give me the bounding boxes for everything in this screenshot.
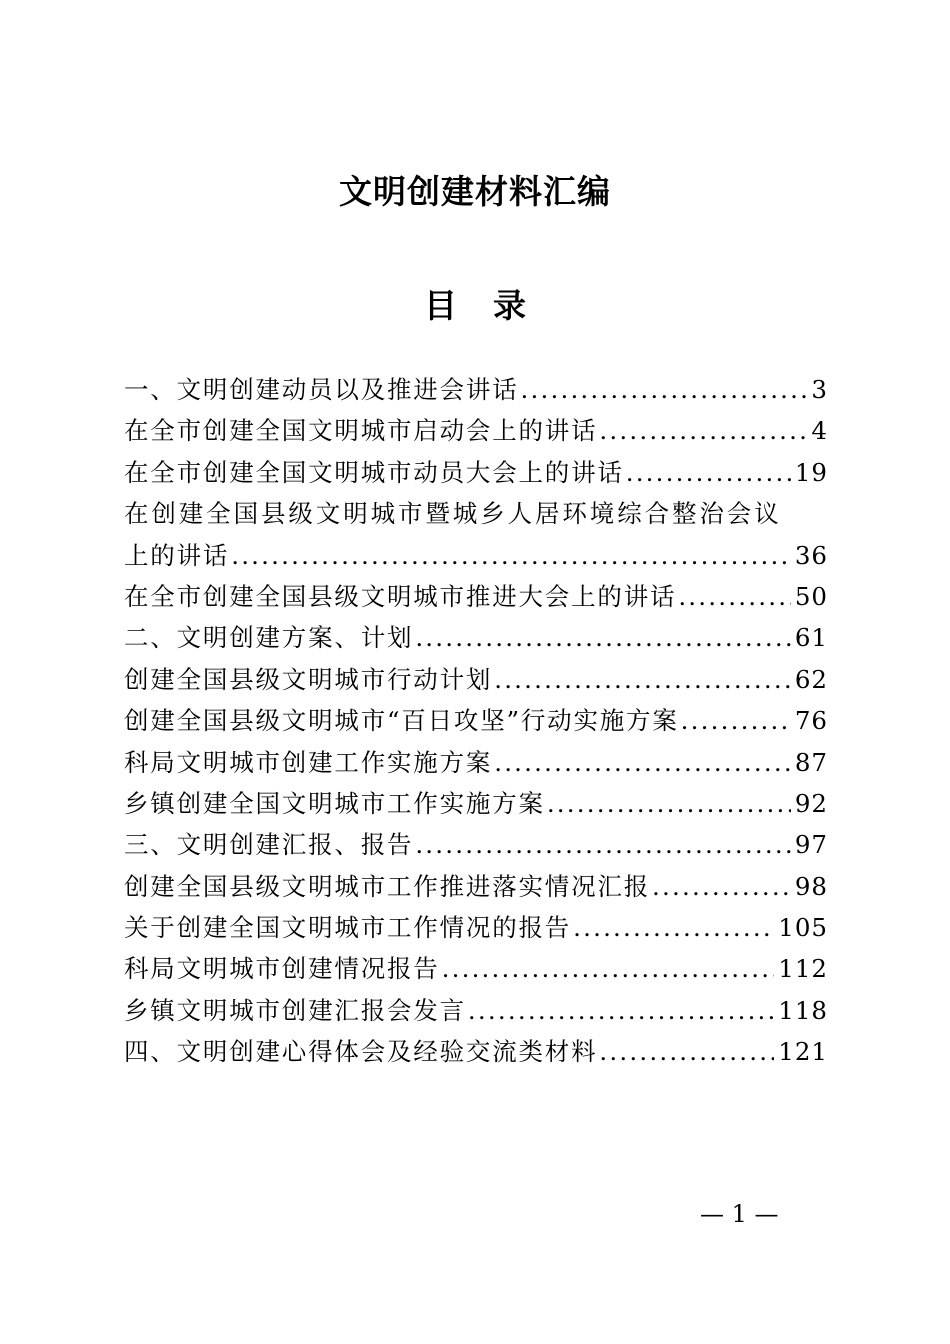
toc-entry[interactable]	[124, 452, 828, 493]
toc-entry[interactable]	[124, 659, 828, 700]
toc-entry-text: 科局文明城市创建工作实施方案	[124, 747, 493, 777]
toc-page-number: 62	[794, 664, 828, 694]
toc-entry-text: 上的讲话	[124, 540, 230, 570]
toc-entry-wrapped[interactable]	[124, 493, 828, 576]
toc-entry[interactable]	[124, 617, 828, 658]
toc-entry[interactable]	[124, 369, 828, 410]
toc-entry-line-2	[124, 535, 828, 576]
toc-leader-dots	[678, 576, 791, 617]
toc-page-number: 97	[794, 830, 828, 860]
toc-page-number: 87	[794, 747, 828, 777]
toc-page-number: 92	[794, 788, 828, 818]
toc-leader-dots	[231, 535, 791, 576]
toc-entry[interactable]	[124, 948, 828, 989]
toc-entry[interactable]	[124, 866, 828, 907]
toc-page-number: 36	[794, 540, 828, 570]
toc-entry-text: 在全市创建全国县级文明城市推进大会上的讲话	[124, 581, 677, 611]
toc-page-number: 76	[794, 706, 828, 736]
toc-page-number: 121	[778, 1037, 828, 1067]
toc-entry-text: 科局文明城市创建情况报告	[124, 954, 440, 984]
toc-leader-dots	[468, 990, 774, 1031]
toc-leader-dots	[521, 369, 808, 410]
toc-entry-text: 三、文明创建汇报、报告	[124, 830, 414, 860]
toc-entry-text: 创建全国县级文明城市行动计划	[124, 664, 493, 694]
toc-leader-dots	[494, 742, 791, 783]
toc-page-number: 118	[778, 995, 828, 1025]
toc-page-number: 61	[794, 623, 828, 653]
toc-page-number: 3	[811, 375, 828, 404]
toc-leader-dots	[494, 659, 791, 700]
toc-leader-dots	[415, 617, 791, 658]
toc-entry-text: 在全市创建全国文明城市动员大会上的讲话	[124, 457, 624, 487]
document-title: 文明创建材料汇编	[339, 172, 611, 211]
toc-entry-text: 在全市创建全国文明城市启动会上的讲话	[124, 416, 598, 446]
toc-heading-char-2: 录	[493, 286, 526, 325]
toc-leader-dots	[599, 410, 807, 451]
toc-entry-text: 乡镇创建全国文明城市工作实施方案	[124, 788, 545, 818]
toc-heading-char-1: 目	[424, 286, 457, 325]
toc-entry-text: 一、文明创建动员以及推进会讲话	[124, 375, 519, 404]
toc-page-number: 105	[778, 913, 828, 943]
toc-entry[interactable]	[124, 576, 828, 617]
toc-entry[interactable]	[124, 907, 828, 948]
toc-entry-text: 关于创建全国文明城市工作情况的报告	[124, 913, 572, 943]
page-number-footer: — 1 —	[700, 1200, 779, 1228]
toc-leader-dots	[599, 1031, 774, 1072]
toc-leader-dots	[626, 452, 791, 493]
toc-entry-text: 四、文明创建心得体会及经验交流类材料	[124, 1037, 598, 1067]
toc-entry[interactable]	[124, 1031, 828, 1072]
toc-page-number: 50	[794, 581, 828, 611]
toc-entry-text: 二、文明创建方案、计划	[124, 623, 414, 653]
toc-page-number: 4	[811, 416, 828, 446]
toc-entry[interactable]	[124, 990, 828, 1031]
toc-page-number: 98	[794, 871, 828, 901]
toc-entry-text: 创建全国县级文明城市“百日攻坚”行动实施方案	[124, 706, 679, 736]
table-of-contents	[124, 369, 828, 1073]
toc-entry-text: 创建全国县级文明城市工作推进落实情况汇报	[124, 871, 650, 901]
toc-entry-text: 乡镇文明城市创建汇报会发言	[124, 995, 466, 1025]
toc-entry[interactable]	[124, 700, 828, 741]
toc-leader-dots	[652, 866, 791, 907]
toc-entry[interactable]	[124, 783, 828, 824]
toc-leader-dots	[415, 824, 791, 865]
toc-entry[interactable]	[124, 410, 828, 451]
toc-leader-dots	[681, 700, 791, 741]
toc-entry[interactable]	[124, 742, 828, 783]
toc-page-number: 19	[794, 457, 828, 487]
toc-leader-dots	[442, 948, 775, 989]
toc-entry[interactable]	[124, 824, 828, 865]
toc-entry-text-line-1: 在创建全国县级文明城市暨城乡人居环境综合整治会议	[124, 499, 782, 529]
toc-heading	[0, 282, 950, 330]
toc-leader-dots	[573, 907, 774, 948]
toc-page-number: 112	[778, 954, 828, 984]
toc-leader-dots	[547, 783, 791, 824]
